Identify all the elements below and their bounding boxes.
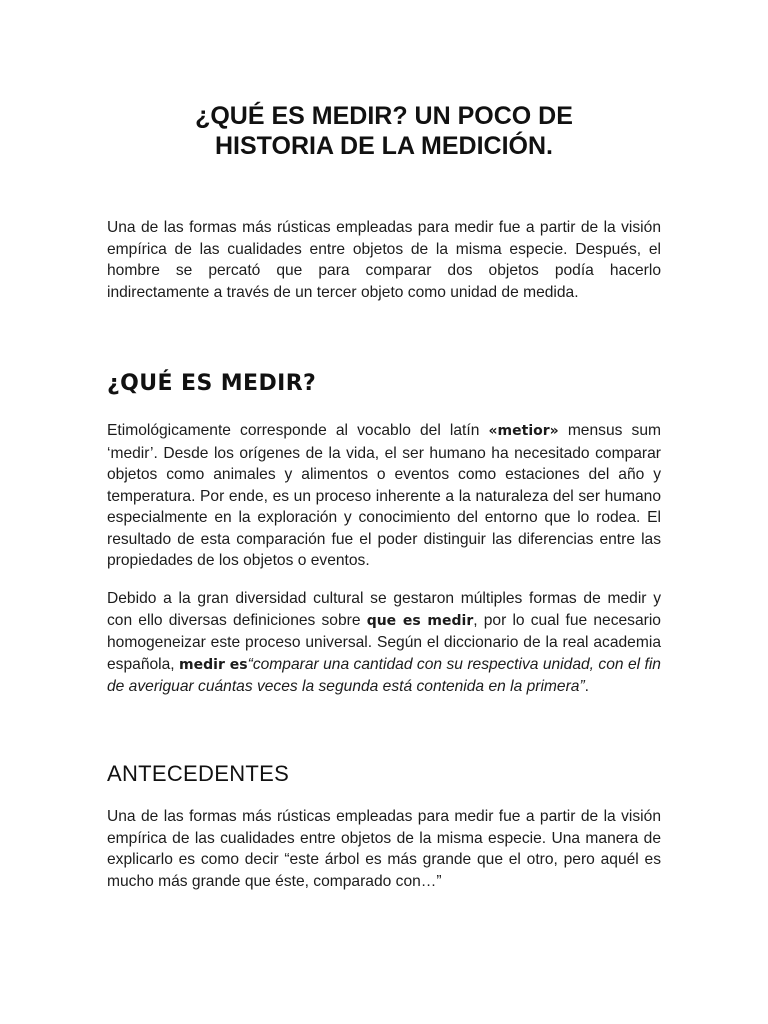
etymology-text-rest: mensus sum ‘medir’. Desde los orígenes de la vida, el ser humano ha necesitado comparar objetos como animales y alimentos o eventos como estaciones del año y temperatura. Por ende, es un proceso inherente a la naturaleza del ser humano especialmente en la exploración y conocimiento del entorno que lo rodea. El resultado de esta comparación fue el poder distinguir las diferencias entre las propiedades de los objetos o eventos.: [107, 422, 661, 569]
etymology-paragraph: [107, 420, 661, 572]
intro-paragraph: Una de las formas más rústicas empleadas para medir fue a partir de la visión empírica de las cualidades entre objetos de la misma especie. Después, el hombre se percató que para comparar dos objetos podía hacerlo indirectamente a través de un tercer objeto como unidad de medida.: [107, 219, 661, 301]
definition-text-start: Debido a la gran diversidad cultural se gestaron múltiples formas de medir y con ello diversas definiciones sobre: [107, 590, 661, 629]
title-line-2: HISTORIA DE LA MEDICIÓN.: [215, 132, 553, 160]
title-line-1: ¿QUÉ ES MEDIR? UN POCO DE: [195, 102, 573, 130]
page-title: [107, 101, 661, 161]
antecedentes-paragraph: Una de las formas más rústicas empleadas para medir fue a partir de la visión empírica de las cualidades entre objetos de la misma especie. Una manera de explicarlo es como decir “este árbol es más grande que el otro, pero aquél es mucho más grande que éste, comparado con…”: [107, 808, 661, 890]
rae-definition-quote: “comparar una cantidad con su respectiva unidad, con el fin de averiguar cuántas veces la segunda está contenida en la primera”: [107, 655, 661, 695]
definition-text-middle: , por lo cual fue necesario homogeneizar este proceso universal. Según el diccionario de la real academia española,: [107, 611, 661, 673]
latin-term-metior: «metior»: [488, 423, 559, 439]
term-medir-es: medir es: [179, 656, 248, 673]
etymology-text-start: Etimológicamente corresponde al vocablo del latín: [107, 422, 489, 439]
section-heading-antecedentes: ANTECEDENTES: [107, 761, 290, 786]
section-heading-que-es-medir: ¿QUÉ ES MEDIR?: [107, 371, 317, 396]
definition-paragraph: [107, 588, 661, 698]
term-que-es-medir: que es medir: [366, 612, 474, 629]
definition-text-end: .: [584, 678, 589, 695]
